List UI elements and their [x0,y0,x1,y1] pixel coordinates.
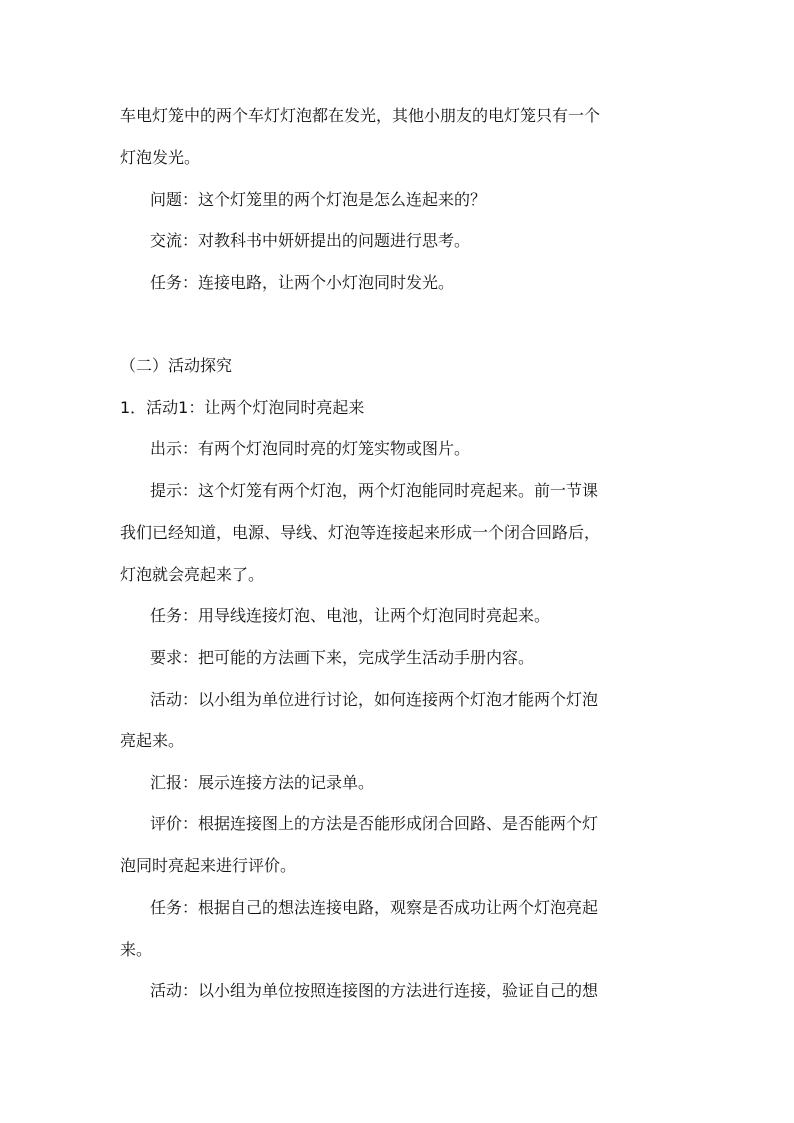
activity-line: 活动：以小组为单位按照连接图的方法进行连接，验证自己的想 [150,981,599,1000]
paragraph-line: 灯泡发光。 [120,148,201,167]
activity-heading: 1．活动1：让两个灯泡同时亮起来 [120,398,365,417]
evaluation-line: 评价：根据连接图上的方法是否能形成闭合回路、是否能两个灯 [150,814,599,833]
paragraph-line: 车电灯笼中的两个车灯灯泡都在发光，其他小朋友的电灯笼只有一个 [120,106,601,125]
task-line: 任务：用导线连接灯泡、电池，让两个灯泡同时亮起来。 [150,606,551,625]
report-line: 汇报：展示连接方法的记录单。 [150,773,375,792]
activity-line: 活动：以小组为单位进行讨论，如何连接两个灯泡才能两个灯泡 [150,690,599,709]
question-line: 问题：这个灯笼里的两个灯泡是怎么连起来的？ [150,190,487,209]
section-heading: （二）活动探究 [120,356,233,375]
show-line: 出示：有两个灯泡同时亮的灯笼实物或图片。 [150,439,471,458]
hint-line: 提示：这个灯笼有两个灯泡，两个灯泡能同时亮起来。前一节课 [150,481,599,500]
hint-continuation-line: 我们已经知道，电源、导线、灯泡等连接起来形成一个闭合回路后， [120,523,601,542]
requirement-line: 要求：把可能的方法画下来，完成学生活动手册内容。 [150,648,535,667]
evaluation-continuation-line: 泡同时亮起来进行评价。 [120,856,297,875]
task-line: 任务：根据自己的想法连接电路，观察是否成功让两个灯泡亮起 [150,898,599,917]
activity-continuation-line: 亮起来。 [120,731,185,750]
hint-continuation-line: 灯泡就会亮起来了。 [120,565,265,584]
task-continuation-line: 来。 [120,940,153,959]
task-line: 任务：连接电路，让两个小灯泡同时发光。 [150,273,455,292]
discussion-line: 交流：对教科书中妍妍提出的问题进行思考。 [150,231,471,250]
